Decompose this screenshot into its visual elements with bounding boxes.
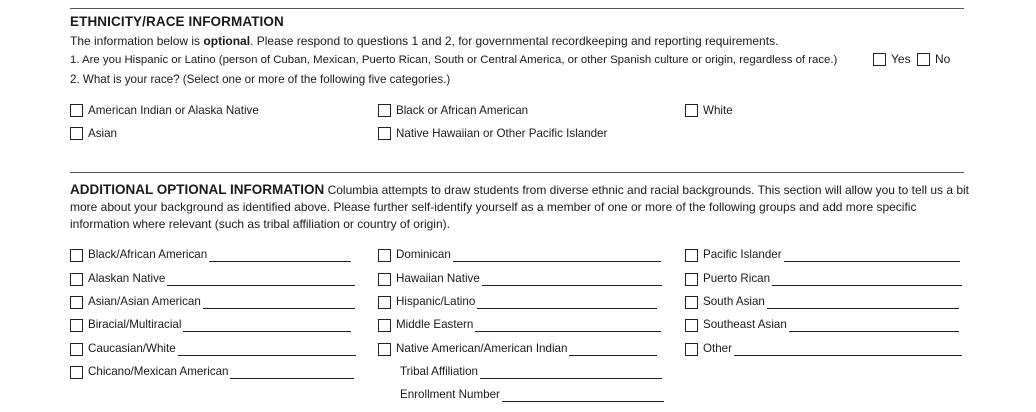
group-checkbox[interactable] xyxy=(70,249,83,262)
group-dominican[interactable] xyxy=(378,246,661,262)
detail-input[interactable] xyxy=(789,320,959,332)
intro-text-bold: optional xyxy=(203,34,251,48)
middle-divider xyxy=(70,172,964,173)
group-checkbox[interactable] xyxy=(70,296,83,309)
race-asian-label: Asian xyxy=(88,127,118,140)
group-checkbox[interactable] xyxy=(378,273,391,286)
race-white-checkbox[interactable] xyxy=(685,104,698,117)
race-hawaiian-label: Native Hawaiian or Other Pacific Islander xyxy=(396,127,608,140)
ethnicity-section-title: ETHNICITY/RACE INFORMATION xyxy=(70,14,284,29)
race-white-option[interactable] xyxy=(685,104,733,117)
group-pacific-islander[interactable] xyxy=(685,246,960,262)
detail-input[interactable] xyxy=(772,274,962,286)
group-asian-american[interactable] xyxy=(70,293,355,309)
tribal-affiliation-field[interactable] xyxy=(400,363,662,379)
top-divider xyxy=(70,8,964,9)
race-asian-option[interactable] xyxy=(70,127,117,140)
group-checkbox[interactable] xyxy=(378,343,391,356)
group-hispanic-latino[interactable] xyxy=(378,293,657,309)
additional-info-paragraph xyxy=(70,181,970,233)
detail-input[interactable] xyxy=(767,297,959,309)
group-label: Hispanic/Latino xyxy=(396,295,476,308)
group-label: Biracial/Multiracial xyxy=(88,318,182,331)
detail-input[interactable] xyxy=(178,344,356,356)
detail-input[interactable] xyxy=(183,320,351,332)
group-southeast-asian[interactable] xyxy=(685,316,959,332)
detail-input[interactable] xyxy=(203,297,355,309)
race-american-indian-checkbox[interactable] xyxy=(70,104,83,117)
group-other[interactable] xyxy=(685,340,962,356)
group-label: Other xyxy=(703,342,732,355)
detail-input[interactable] xyxy=(209,250,351,262)
group-label: Pacific Islander xyxy=(703,248,782,261)
detail-input[interactable] xyxy=(734,344,962,356)
enrollment-number-label: Enrollment Number xyxy=(400,388,500,401)
hispanic-no-checkbox[interactable] xyxy=(917,53,930,66)
group-caucasian[interactable] xyxy=(70,340,356,356)
group-label: Dominican xyxy=(396,248,451,261)
group-checkbox[interactable] xyxy=(70,343,83,356)
race-american-indian-option[interactable] xyxy=(70,104,259,117)
group-label: Puerto Rican xyxy=(703,272,771,285)
intro-text-post: . Please respond to questions 1 and 2, for governmental recordkeeping and reporting requirements. xyxy=(250,34,779,48)
group-checkbox[interactable] xyxy=(378,296,391,309)
group-checkbox[interactable] xyxy=(70,319,83,332)
hispanic-yes-label: Yes xyxy=(891,52,911,66)
group-label: Asian/Asian American xyxy=(88,295,201,308)
detail-input[interactable] xyxy=(453,250,661,262)
race-american-indian-label: American Indian or Alaska Native xyxy=(88,104,259,117)
group-label: Middle Eastern xyxy=(396,318,474,331)
group-label: Black/African American xyxy=(88,248,208,261)
race-hawaiian-checkbox[interactable] xyxy=(378,127,391,140)
race-white-label: White xyxy=(703,104,733,117)
tribal-affiliation-input[interactable] xyxy=(480,367,662,379)
group-alaskan-native[interactable] xyxy=(70,270,355,286)
group-label: Hawaiian Native xyxy=(396,272,480,285)
group-checkbox[interactable] xyxy=(685,319,698,332)
race-black-option[interactable] xyxy=(378,104,528,117)
group-checkbox[interactable] xyxy=(685,249,698,262)
enrollment-number-input[interactable] xyxy=(502,390,664,402)
race-black-checkbox[interactable] xyxy=(378,104,391,117)
group-checkbox[interactable] xyxy=(685,273,698,286)
hispanic-yes-checkbox[interactable] xyxy=(873,53,886,66)
detail-input[interactable] xyxy=(569,344,657,356)
detail-input[interactable] xyxy=(482,274,662,286)
group-label: Native American/American Indian xyxy=(396,342,568,355)
group-checkbox[interactable] xyxy=(378,319,391,332)
group-native-american[interactable] xyxy=(378,340,657,356)
group-puerto-rican[interactable] xyxy=(685,270,962,286)
enrollment-number-field[interactable] xyxy=(400,386,664,402)
tribal-affiliation-label: Tribal Affiliation xyxy=(400,365,478,378)
group-label: Chicano/Mexican American xyxy=(88,365,229,378)
hispanic-no-option[interactable] xyxy=(917,52,950,66)
group-south-asian[interactable] xyxy=(685,293,959,309)
additional-section-description: Columbia attempts to draw students from diverse ethnic and racial backgrounds. This section will allow you to tell us a bit more about your background as identified above. Please further self-identify yourself as a member of one or more of the following groups and add more specific information where relevant (such as tribal affiliation or country of origin). xyxy=(70,183,970,231)
intro-text xyxy=(70,34,778,48)
group-label: South Asian xyxy=(703,295,765,308)
group-checkbox[interactable] xyxy=(685,343,698,356)
additional-section-title: ADDITIONAL OPTIONAL INFORMATION xyxy=(70,182,325,197)
intro-text-pre: The information below is xyxy=(70,34,204,48)
group-checkbox[interactable] xyxy=(685,296,698,309)
race-hawaiian-option[interactable] xyxy=(378,127,607,140)
group-label: Alaskan Native xyxy=(88,272,166,285)
group-black-african-american[interactable] xyxy=(70,246,351,262)
detail-input[interactable] xyxy=(167,274,355,286)
group-label: Caucasian/White xyxy=(88,342,176,355)
hispanic-no-label: No xyxy=(935,52,951,66)
hispanic-yes-option[interactable] xyxy=(873,52,911,66)
detail-input[interactable] xyxy=(475,320,661,332)
group-checkbox[interactable] xyxy=(70,273,83,286)
group-hawaiian-native[interactable] xyxy=(378,270,662,286)
race-black-label: Black or African American xyxy=(396,104,529,117)
group-label: Southeast Asian xyxy=(703,318,787,331)
question-1: 1. Are you Hispanic or Latino (person of Cuban, Mexican, Puerto Rican, South or Central America, or other Spanish culture or origin, regardless of race.) xyxy=(70,54,838,66)
race-asian-checkbox[interactable] xyxy=(70,127,83,140)
detail-input[interactable] xyxy=(784,250,960,262)
group-chicano[interactable] xyxy=(70,363,354,379)
group-middle-eastern[interactable] xyxy=(378,316,661,332)
group-checkbox[interactable] xyxy=(70,366,83,379)
detail-input[interactable] xyxy=(230,367,354,379)
question-2: 2. What is your race? (Select one or more of the following five categories.) xyxy=(70,73,451,86)
group-checkbox[interactable] xyxy=(378,249,391,262)
detail-input[interactable] xyxy=(477,297,657,309)
group-biracial[interactable] xyxy=(70,316,351,332)
